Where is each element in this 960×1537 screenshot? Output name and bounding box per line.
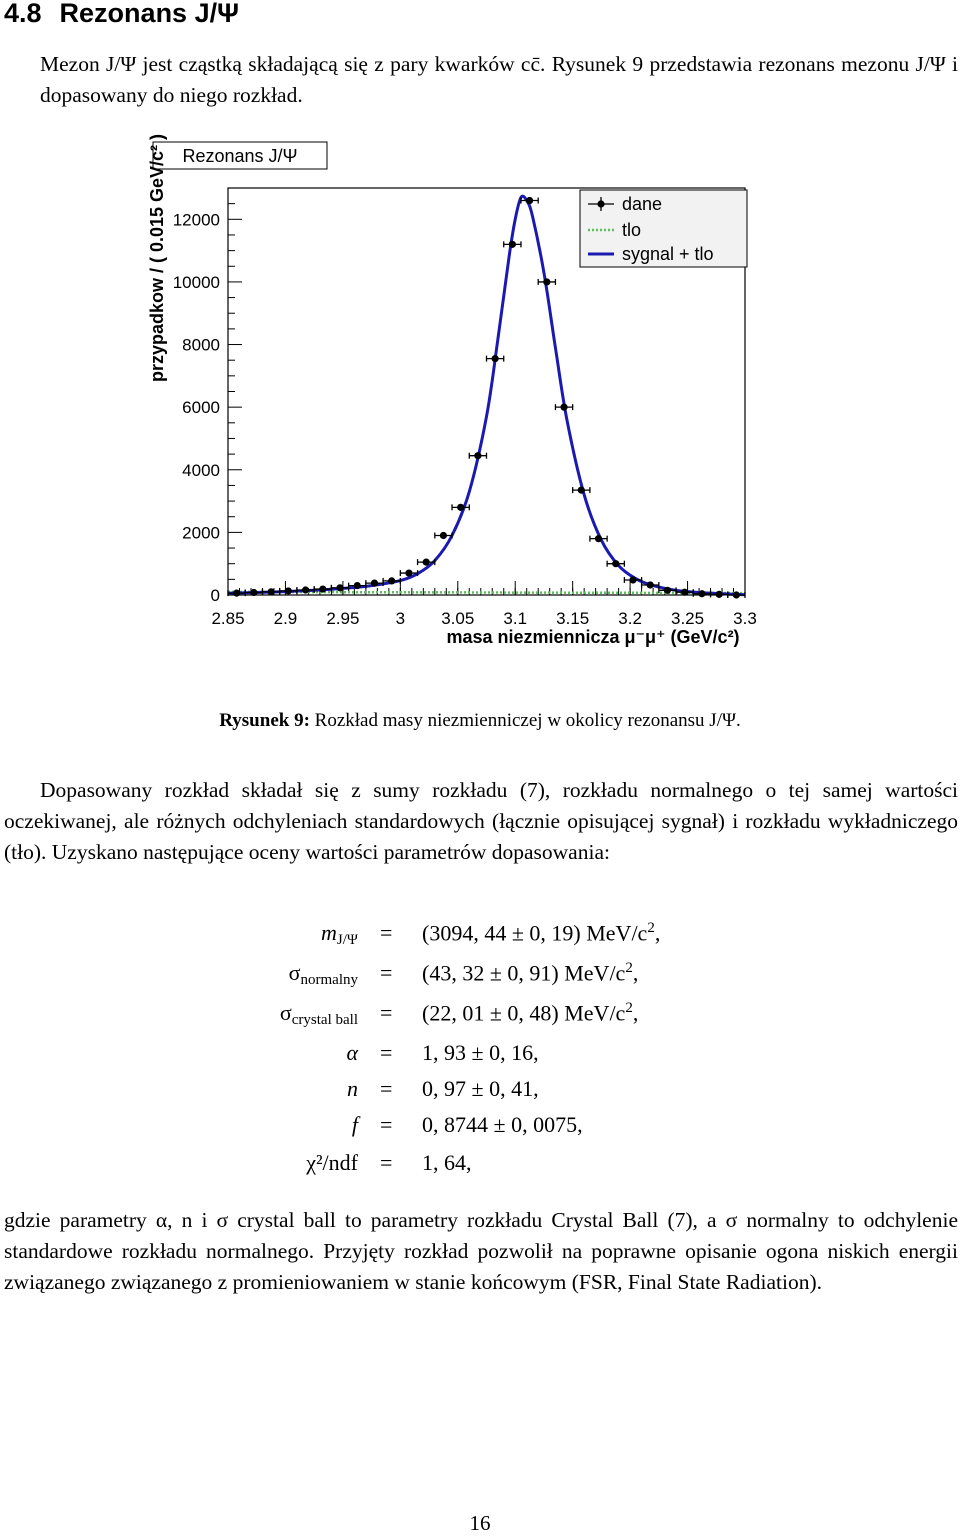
data-marker [319,585,326,592]
data-marker [388,577,395,584]
x-axis-ticks [211,581,756,628]
equation-value: 1, 64, [422,1150,472,1175]
equation-row [0,920,960,954]
x-tick-label: 2.85 [211,609,245,628]
y-tick-label: 12000 [172,210,220,230]
data-point [504,241,521,248]
equation-lhs [352,1112,358,1138]
data-marker [733,591,740,598]
equation-row [0,960,960,994]
equation-symbol: χ²/ndf [306,1150,358,1175]
data-marker [405,569,412,576]
equation-value: (3094, 44 ± 0, 19) MeV/$c^2$, [422,920,661,946]
legend-swatch-marker [597,200,604,207]
figure-caption [0,710,960,732]
x-tick-label: 3.25 [671,609,705,628]
equation-symbol: m [321,920,337,945]
data-point [590,535,607,542]
equation-value: 1, 93 ± 0, 16, [422,1040,539,1065]
equals-sign: = [380,960,393,985]
x-tick-label: 2.9 [273,609,298,628]
data-marker [285,587,292,594]
equation-row [0,1112,960,1146]
data-point [555,404,572,411]
section-title: Rezonans J/Ψ [59,0,239,28]
data-marker [716,591,723,598]
data-marker [578,487,585,494]
data-marker [457,504,464,511]
equation-value: 0, 97 ± 0, 41, [422,1076,539,1101]
data-point [538,278,555,285]
equation-lhs [321,920,358,949]
y-tick-label: 2000 [182,523,220,543]
x-tick-label: 3.1 [503,609,528,628]
x-axis-label: masa niezmiennicza μ⁻μ⁺ (GeV/c²) [446,627,740,647]
y-tick-label: 8000 [182,335,220,355]
equation-value: (22, 01 ± 0, 48) MeV/$c^2$, [422,1000,639,1026]
data-marker [681,589,688,596]
y-axis-ticks [173,188,242,605]
equation-symbol: σ [288,960,301,985]
data-point [607,560,624,567]
data-marker [371,580,378,587]
data-marker [267,588,274,595]
equals-sign: = [380,1000,393,1025]
data-marker [250,589,257,596]
data-marker [526,197,533,204]
data-marker [302,586,309,593]
equation-lhs [346,1040,358,1066]
page-number: 16 [469,1511,491,1535]
legend-label: tlo [622,220,642,240]
data-point [228,590,245,597]
x-tick-label: 3.3 [733,609,757,628]
data-point [297,586,314,593]
section-heading [4,0,239,29]
data-marker [423,559,430,566]
equation-subscript: normalny [300,972,358,988]
chart-title: Rezonans J/Ψ [182,146,298,166]
x-tick-label: 3.15 [556,609,590,628]
equation-value: (43, 32 ± 0, 91) MeV/$c^2$, [422,960,639,986]
data-point [487,355,504,362]
data-marker [698,590,705,597]
y-tick-label: 4000 [182,460,220,480]
data-marker [612,560,619,567]
fit-description-paragraph: Dopasowany rozkład składał się z sumy rozkładu (7), rozkładu normalnego o tej samej wartości oczekiwanej, ale różnych odchyleniach standardowych (łącznie opisującej sygnał) i rozkładu wykładniczego (tło). Uzyskano następujące oceny wartości parametrów dopasowania: [4,778,958,864]
x-tick-label: 3.2 [618,609,642,628]
equation-lhs [347,1076,358,1102]
equals-sign: = [380,1150,393,1175]
data-point [728,591,745,598]
y-tick-label: 6000 [182,398,220,418]
data-marker [354,582,361,589]
intro-paragraph: Mezon J/Ψ jest cząstką składającą się z pary kwarków cc̄. Rysunek 9 przedstawia rezonans mezonu J/Ψ i dopasowany do niego rozkład. [40,52,958,107]
data-marker [543,278,550,285]
data-point [280,587,297,594]
equation-symbol: α [346,1040,358,1065]
y-axis-label: przypadkow / ( 0.015 GeV/c² ) [147,133,167,383]
equation-lhs [280,1000,358,1029]
equation-row [0,1000,960,1034]
caption-text: Rozkład masy niezmienniczej w okolicy rezonansu J/Ψ. [314,710,741,731]
equation-row [0,1040,960,1074]
equation-subscript: crystal ball [291,1012,358,1028]
data-marker [595,535,602,542]
data-marker [492,355,499,362]
x-tick-label: 3 [395,609,406,628]
caption-label: Rysunek 9: [219,710,310,731]
x-tick-label: 2.95 [326,609,360,628]
x-tick-label: 3.05 [441,609,475,628]
resonance-chart [0,130,960,660]
legend-label: sygnal + tlo [622,244,714,264]
data-marker [336,584,343,591]
equation-lhs [306,1150,358,1176]
equation-symbol: n [347,1076,358,1101]
data-point [452,504,469,511]
equation-subscript: J/Ψ [336,932,358,948]
data-point [573,487,590,494]
data-point [624,576,641,583]
data-point [469,452,486,459]
data-marker [440,532,447,539]
equals-sign: = [380,1076,393,1101]
equation-symbol: σ [279,1000,292,1025]
equals-sign: = [380,1112,393,1137]
legend-label: dane [622,194,663,214]
equation-symbol: f [351,1112,358,1137]
data-marker [560,404,567,411]
data-marker [664,587,671,594]
equals-sign: = [380,1040,393,1065]
equation-value: 0, 8744 ± 0, 0075, [422,1112,583,1137]
data-marker [233,590,240,597]
data-marker [474,452,481,459]
equation-row [0,1150,960,1184]
equation-lhs [289,960,358,989]
data-marker [509,241,516,248]
y-tick-label: 10000 [172,272,220,292]
data-point [262,588,279,595]
chart-legend [580,190,747,267]
section-number: 4.8 [4,0,42,28]
data-marker [647,581,654,588]
equation-row [0,1076,960,1110]
data-marker [629,576,636,583]
parameters-paragraph: gdzie parametry α, n i σ crystal ball to parametry rozkładu Crystal Ball (7), a σ normalny to odchylenie standardowe rozkładu normalnego. Przyjęty rozkład pozwolił na poprawne opisanie ogona niskich energii związanego związanego z promieniowaniem w stanie końcowym (FSR, Final State Radiation). [4,1208,958,1294]
y-tick-label: 0 [210,586,220,605]
equals-sign: = [380,920,393,945]
